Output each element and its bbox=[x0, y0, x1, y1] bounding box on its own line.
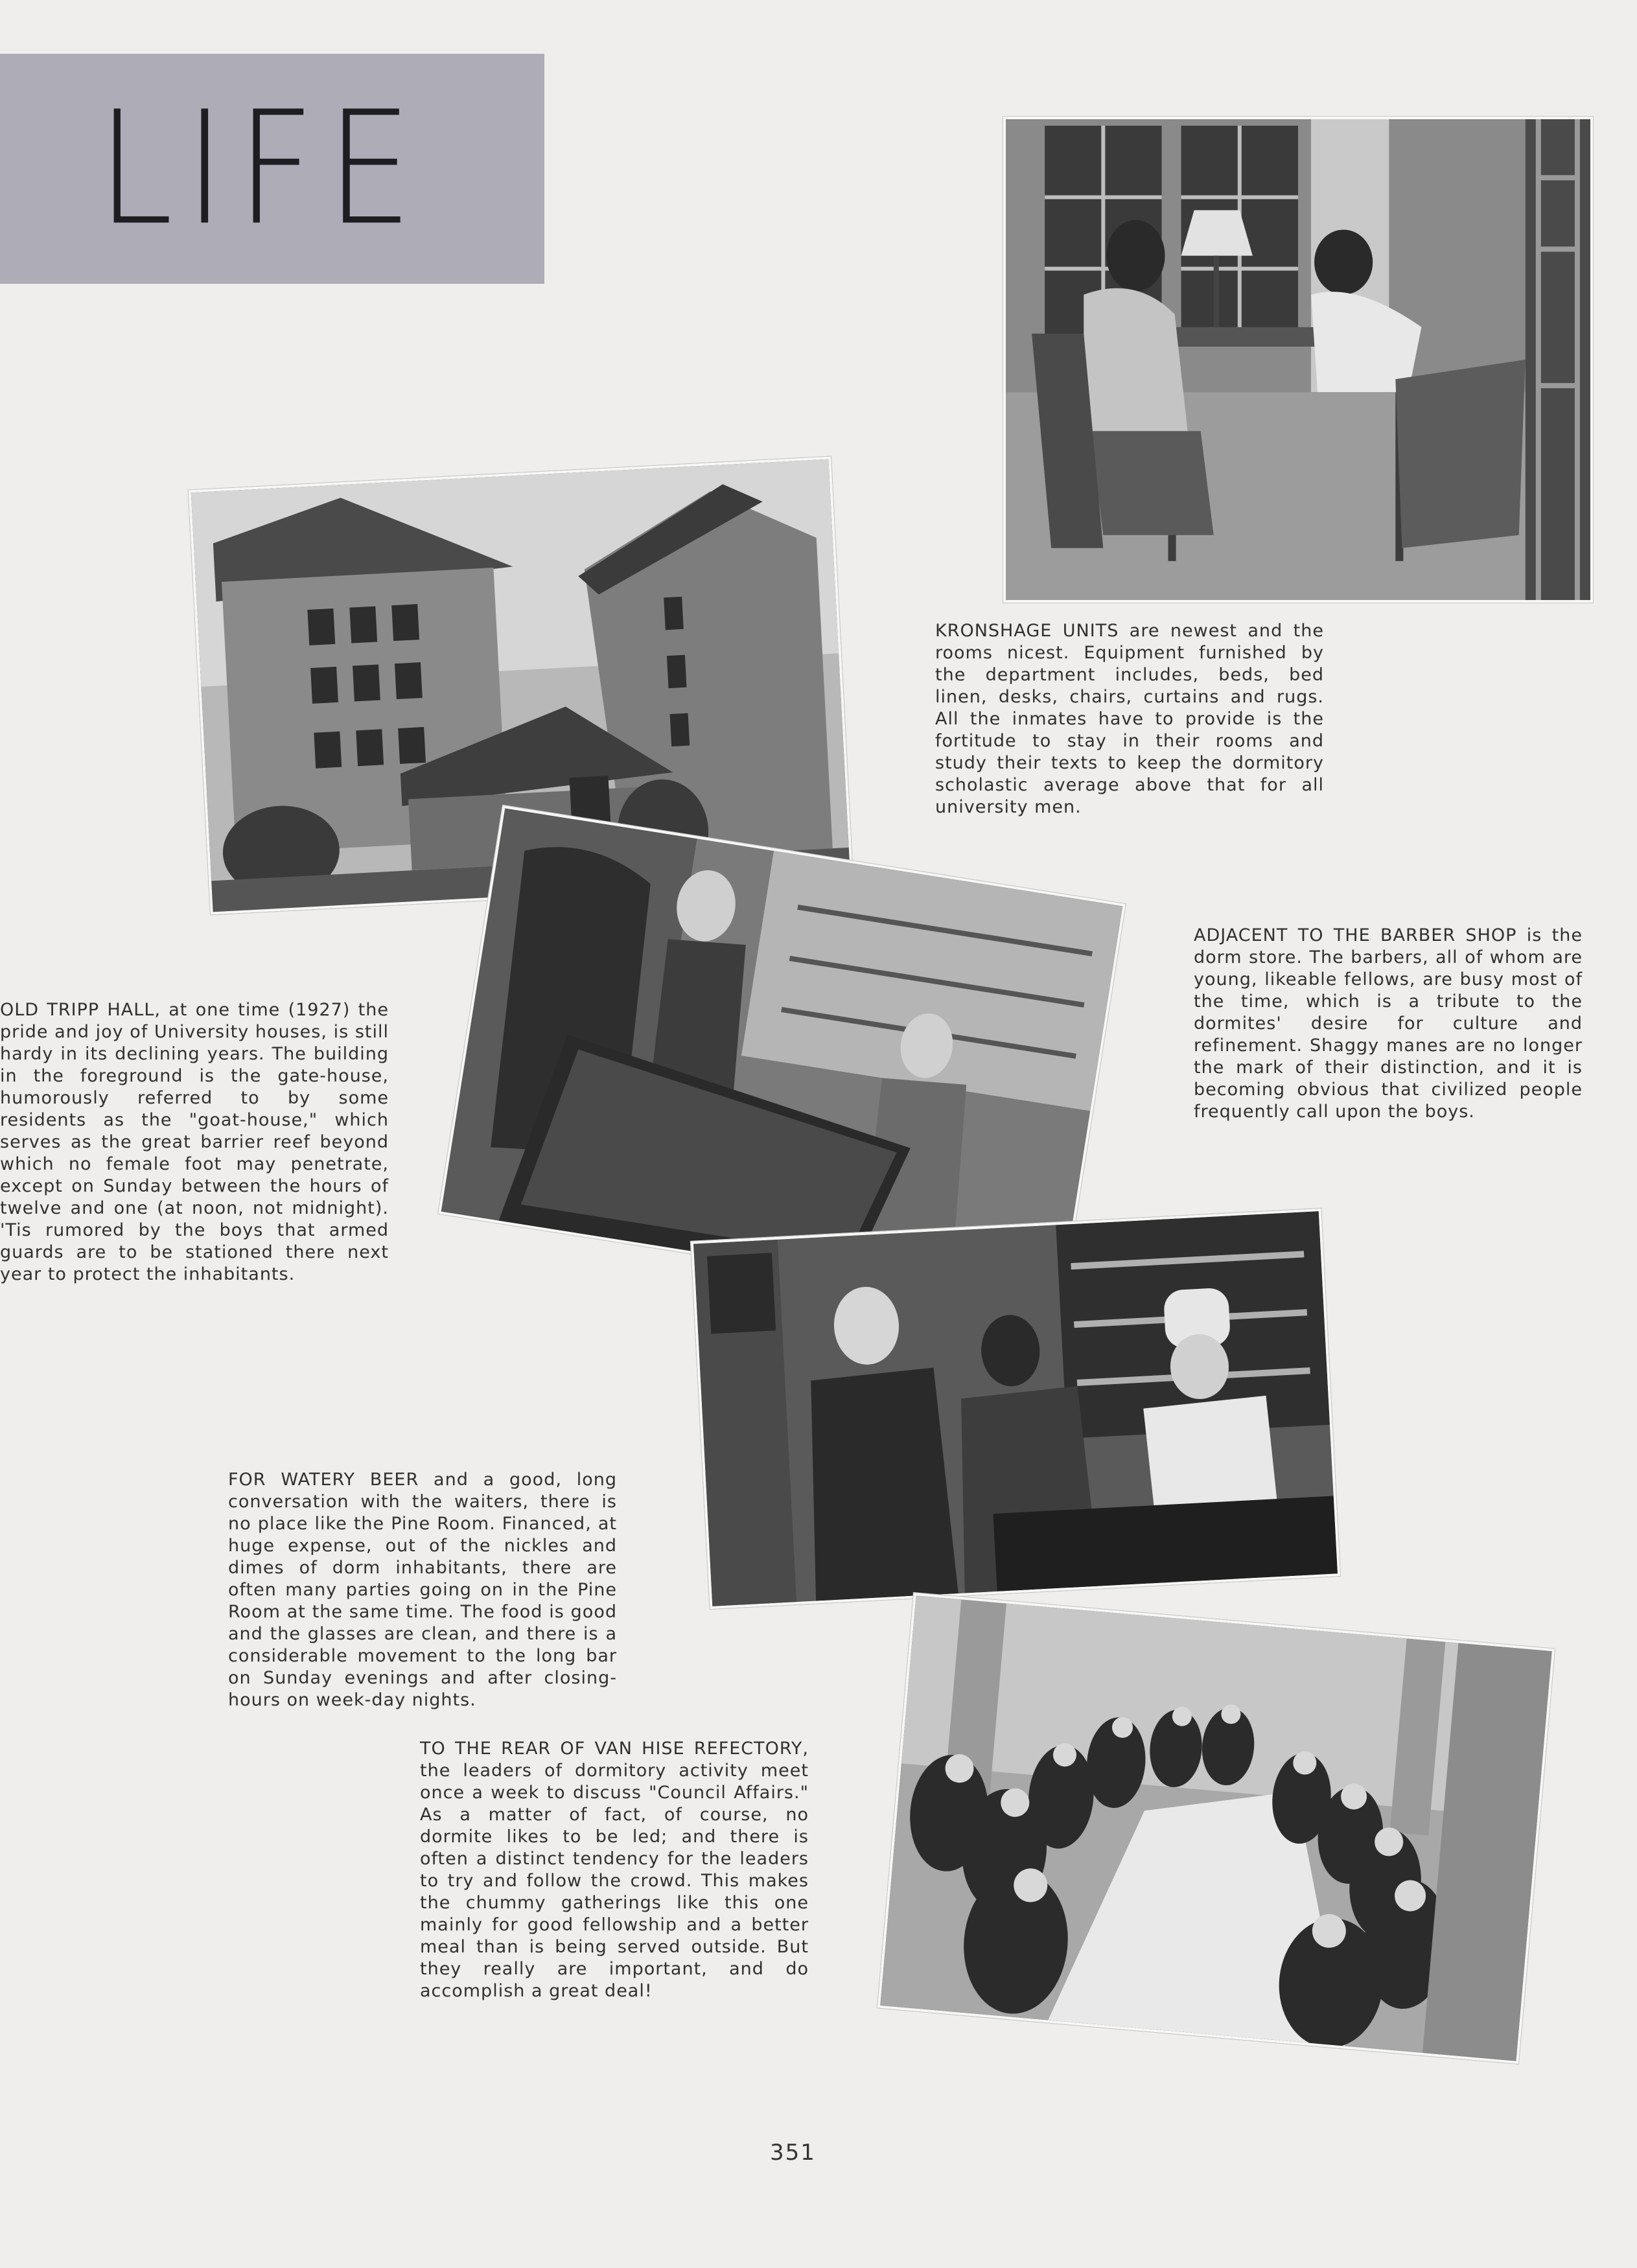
photo-pine-room bbox=[691, 1209, 1340, 1609]
photo-council-meeting bbox=[877, 1593, 1555, 2064]
page-title: LIFE bbox=[97, 77, 424, 260]
caption-tripp-hall: OLD TRIPP HALL, at one time (1927) the pride and joy of University houses, is still hardy in its declining years. The building in the foreground is the gate-house, humorously referred to by some residents as the "goat-house," which serves as the great barrier reef beyond which no female foot may penetrate, except on Sunday between the hours of twelve and one (at noon, not midnight). 'Tis rumored by the boys that armed guards are to be stationed there next year to protect the inhabitants. bbox=[0, 1000, 389, 1284]
caption-van-hise: TO THE REAR OF VAN HISE REFECTORY, the leaders of dormitory activity meet once a week to discuss "Council Affairs." As a matter of fact, of course, no dormite likes to be led; and there is often a distinct tendency for the leaders to try and follow the crowd. This makes the chummy gatherings like this one mainly for good fellowship and a better meal than is being served outside. But they really are important, and do accomplish a great deal! bbox=[420, 1739, 809, 2001]
photo-kronshage-room bbox=[1003, 117, 1593, 603]
caption-pine-room: FOR WATERY BEER and a good, long conversation with the waiters, there is no place like the Pine Room. Financed, at huge expense, out of the nickles and dimes of dorm inhabitants, there are often many parties going on in the Pine Room at the same time. The food is good and the glasses are clean, and there is a considerable movement to the long bar on Sunday evenings and after closing-hours on week-day nights. bbox=[228, 1470, 617, 1710]
caption-kronshage: KRONSHAGE UNITS are newest and the rooms nicest. Equipment furnished by the department includes, beds, bed linen, desks, chairs, curtains and rugs. All the inmates have to provide is the fortitude to stay in their rooms and study their texts to keep the dormitory scholastic average above that for all university men. bbox=[935, 621, 1324, 817]
caption-barber-shop: ADJACENT TO THE BARBER SHOP is the dorm store. The barbers, all of whom are young, likeable fellows, are busy most of the time, which is a tribute to the dormites' desire for culture and refinement. Shaggy manes are no longer the mark of their distinction, and it is becoming obvious that civilized people frequently call upon the boys. bbox=[1194, 925, 1583, 1122]
page-number: 351 bbox=[770, 2140, 816, 2166]
